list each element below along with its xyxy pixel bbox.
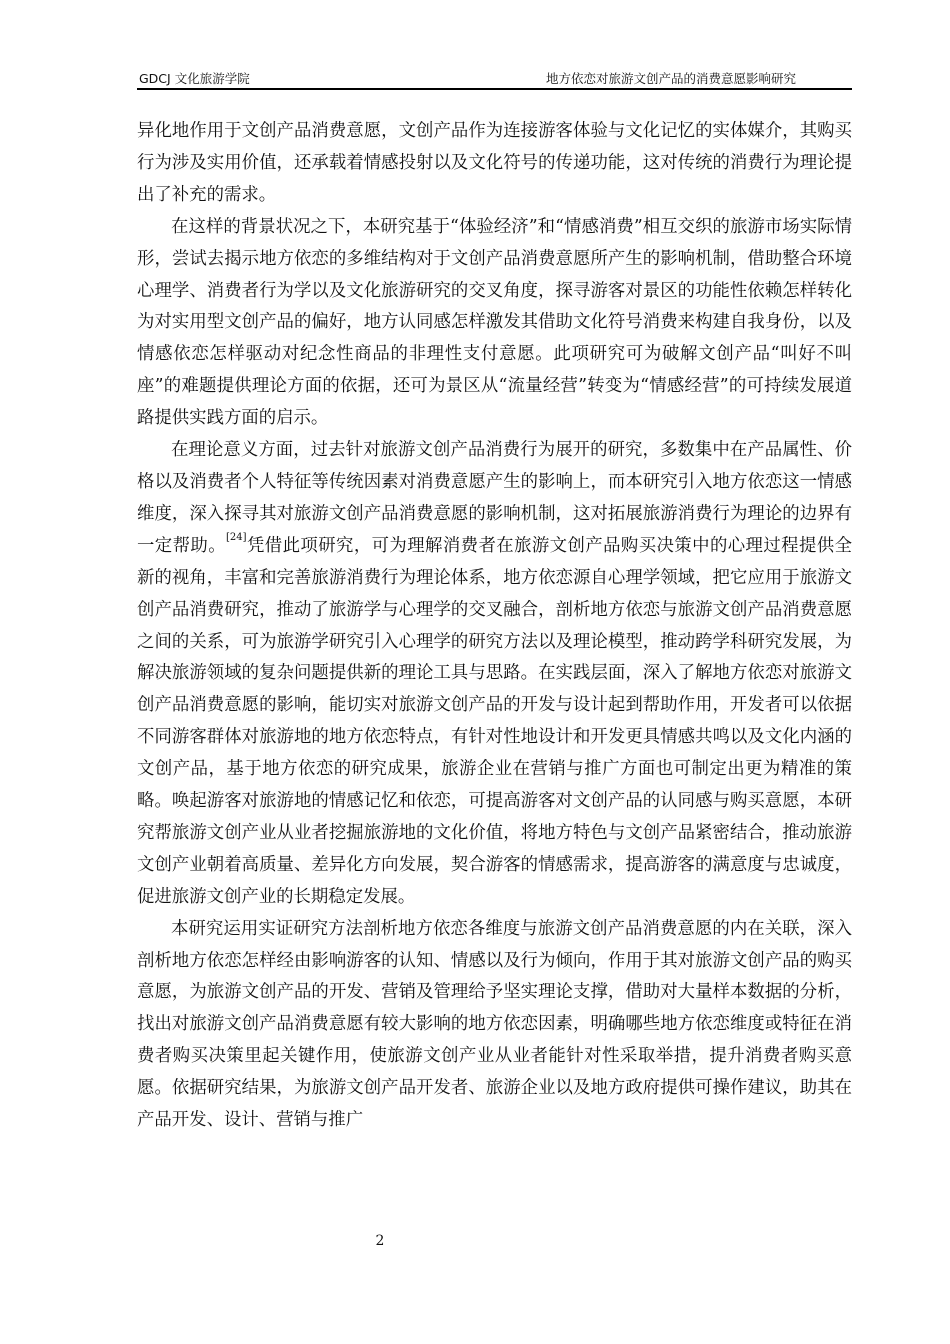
- page-header: [137, 66, 852, 90]
- paragraph-background: 在这样的背景状况之下，本研究基于“体验经济”和“情感消费”相互交织的旅游市场实际情形，尝试去揭示地方依恋的多维结构对于文创产品消费意愿所产生的影响机制，借助整合环境心理学、消费者行为学以及文化旅游研究的交叉角度，探寻游客对景区的功能性依赖怎样转化为对实用型文创产品的偏好，地方认同感怎样激发其借助文化符号消费来构建自我身份，以及情感依恋怎样驱动对纪念性商品的非理性支付意愿。此项研究可为破解文创产品“叫好不叫座”的难题提供理论方面的依据，还可为景区从“流量经营”转变为“情感经营”的可持续发展道路提供实践方面的启示。: [137, 216, 852, 429]
- paragraph-significance-part2: 凭借此项研究，可为理解消费者在旅游文创产品购买决策中的心理过程提供全新的视角，丰富和完善旅游消费行为理论体系，地方依恋源自心理学领域，把它应用于旅游文创产品消费研究，推动了旅游学与心理学的交叉融合，剖析地方依恋与旅游文创产品消费意愿之间的关系，可为旅游学研究引入心理学的研究方法以及理论模型，推动跨学科研究发展，为解决旅游领域的复杂问题提供新的理论工具与思路。在实践层面，深入了解地方依恋对旅游文创产品消费意愿的影响，能切实对旅游文创产品的开发与设计起到帮助作用，开发者可以依据不同游客群体对旅游地的地方依恋特点，有针对性地设计和开发更具情感共鸣以及文化内涵的文创产品，基于地方依恋的研究成果，旅游企业在营销与推广方面也可制定出更为精准的策略。唤起游客对旅游地的情感记忆和依恋，可提高游客对文创产品的认同感与购买意愿，本研究帮旅游文创产业从业者挖掘旅游地的文化价值，将地方特色与文创产品紧密结合，推动旅游文创产业朝着高质量、差异化方向发展，契合游客的情感需求，提高游客的满意度与忠诚度，促进旅游文创产业的长期稳定发展。: [137, 535, 852, 907]
- header-paper-title: 地方依恋对旅游文创产品的消费意愿影响研究: [545, 71, 796, 86]
- page-number: 2: [375, 1233, 385, 1249]
- paragraph-significance-part1: 在理论意义方面，过去针对旅游文创产品消费行为展开的研究，多数集中在产品属性、价格以及消费者个人特征等传统因素对消费意愿产生的影响上，而本研究引入地方依恋这一情感维度，深入探寻其对旅游文创产品消费意愿的影响机制，这对拓展旅游消费行为理论的边界有一定帮助。: [137, 440, 852, 556]
- header-institution: GDCJ 文化旅游学院: [139, 71, 250, 86]
- body-text: [137, 116, 852, 1137]
- citation-reference: [24]: [226, 531, 247, 543]
- paragraph-method: 本研究运用实证研究方法剖析地方依恋各维度与旅游文创产品消费意愿的内在关联，深入剖析地方依恋怎样经由影响游客的认知、情感以及行为倾向，作用于其对旅游文创产品的购买意愿，为旅游文创产品的开发、营销及管理给予坚实理论支撑，借助对大量样本数据的分析，找出对旅游文创产品消费意愿有较大影响的地方依恋因素，明确哪些地方依恋维度或特征在消费者购买决策里起关键作用，使旅游文创产业从业者能针对性采取举措，提升消费者购买意愿。依据研究结果，为旅游文创产品开发者、旅游企业以及地方政府提供可操作建议，助其在产品开发、设计、营销与推广: [137, 918, 852, 1131]
- paragraph-continued: 异化地作用于文创产品消费意愿，文创产品作为连接游客体验与文化记忆的实体媒介，其购买行为涉及实用价值，还承载着情感投射以及文化符号的传递功能，这对传统的消费行为理论提出了补充的需求。: [137, 121, 852, 205]
- paragraph-significance: [137, 435, 852, 914]
